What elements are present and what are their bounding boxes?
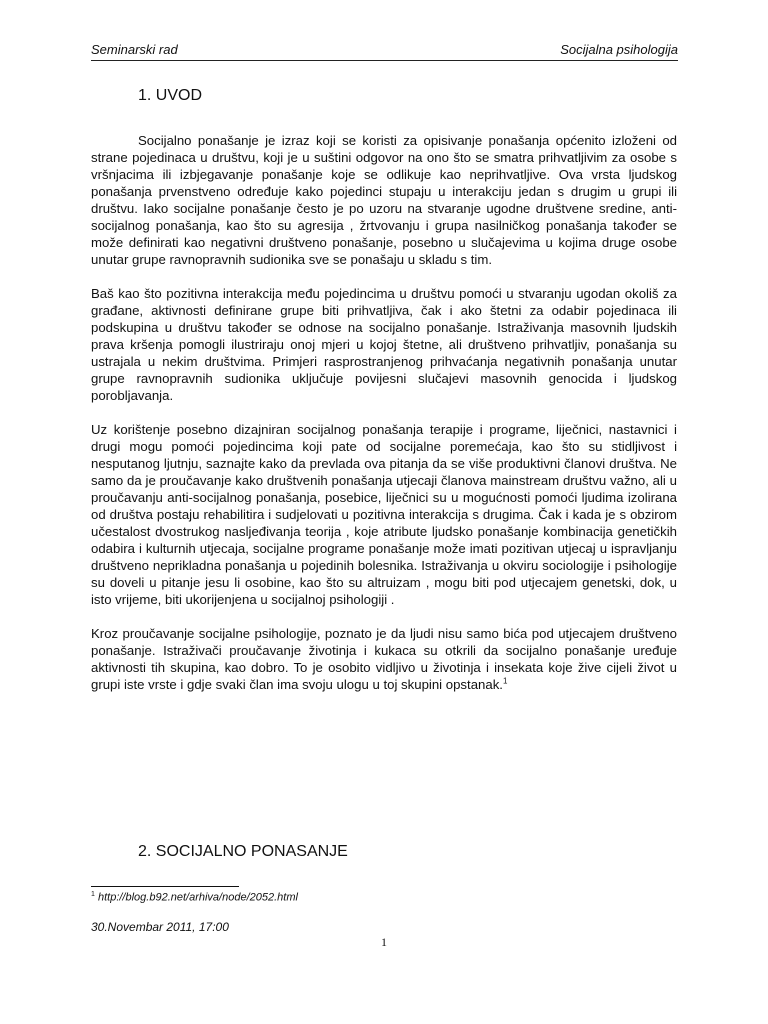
paragraph-2: Baš kao što pozitivna interakcija među pojedincima u društvu pomoći u stvaranju ugodan okoliš za građane, aktivnosti definirane grupe biti prihvatljiva, čak i ako štetni za odabir pojedinaca ili podskupina u društvu također se odnose na socijalno ponašanje. Istraživanja masovnih ljudskih prava kršenja pomogli ilustriraju onoj mjeri u kojoj štetne, ali društveno prihvatljiv, ponašanja su ustrajala u nekim društvima. Primjeri rasprostranjenog prihvaćanja negativnih ponašanja unutar grupe ravnopravnih sudionika uključuje povijesni slučajevi masovnih genocida i ljudskog porobljavanja. bbox=[91, 286, 677, 403]
page-number: 1 bbox=[381, 935, 387, 949]
paragraph-1: Socijalno ponašanje je izraz koji se koristi za opisivanje ponašanja općenito izloženi od strane pojedinaca u društvu, koji je u suštini odgovor na ono što se smatra prihvatljivim za osobe s vršnjacima ili izbjegavanje ponašanje koje se odlikuje kao neprihvatljive. Ova vrsta ljudskog ponašanja prvenstveno određuje kako pojedinci stupaju u interakciju jedan s drugim u grupi ili društvu. Iako socijalne ponašanje često je po uzoru na stvaranje ugodne društvene sredine, anti-socijalnog ponašanja, kao što su agresija , žrtvovanju i grupa nasilničkog ponašanja također se može definirati kao negativni društveno ponašanje, posebno u slučajevima u kojima druge osobe unutar grupe ravnopravnih sudionika sve se ponašaju u skladu s tim. bbox=[91, 133, 677, 267]
header-right-title: Socijalna psihologija bbox=[560, 42, 678, 57]
footer-date: 30.Novembar 2011, 17:00 bbox=[91, 920, 229, 934]
section-heading-social-behavior: 2. SOCIJALNO PONASANJE bbox=[138, 843, 348, 860]
footnote-separator bbox=[91, 886, 239, 887]
paragraph-3: Uz korištenje posebno dizajniran socijalnog ponašanja terapije i programe, liječnici, nastavnici i drugi mogu pomoći pojedincima koji pate od socijalne poremećaja, kao što su stidljivost i nesputanog ljutnju, saznajte kako da prevlada ova pitanja da se više produktivni članovi društva. Ne samo da je proučavanje kako društvenih ponašanja utjecaji članova mainstream društvu važno, ali u proučavanju anti-socijalnog ponašanja, posebice, liječnici su u mogućnosti pomoći ljudima izolirana od društva postaju rehabilitira i sudjelovati u pozitivna interakcija s drugima. Čak i kada je s obzirom učestalost dvostrukog nasljeđivanja teorija , koje atribute ljudsko ponašanje kombinacija genetičkih odabira i kulturnih utjecaja, socijalne programe ponašanje može imati pozitivan utjecaj u ispravljanju društveno neprikladna ponašanja u pojedinih bolesnika. Istraživanja u okviru sociologije i psihologije su doveli u pitanje jesu li osobine, kao što su altruizam , mogu biti pod utjecajem genetski, dok, u isto vrijeme, biti ukorijenjena u socijalnoj psihologiji . bbox=[91, 422, 677, 607]
body-text bbox=[91, 132, 677, 710]
footnote-reference[interactable]: 1 bbox=[502, 676, 508, 686]
paragraph-4-text: Kroz proučavanje socijalne psihologije, poznato je da ljudi nisu samo bića pod utjecajem društveno ponašanje. Istraživači proučavanje životinja i kukaca su otkrili da socijalno ponašanje uređuje aktivnosti tih skupina, kao dobro. To je osobito vidljivo u životinja i insekata koje žive cijeli život u grupi iste vrste i gdje svaki član ima svoju ulogu u toj skupini opstanak. bbox=[91, 626, 677, 692]
paragraph-4 bbox=[91, 625, 677, 693]
footnote bbox=[91, 891, 298, 904]
section-heading-intro: 1. UVOD bbox=[138, 87, 203, 104]
footnote-link[interactable]: http://blog.b92.net/arhiva/node/2052.html bbox=[97, 891, 298, 904]
footnote-number: 1 bbox=[91, 891, 95, 898]
page-header bbox=[91, 40, 678, 61]
header-left-title: Seminarski rad bbox=[91, 42, 178, 57]
